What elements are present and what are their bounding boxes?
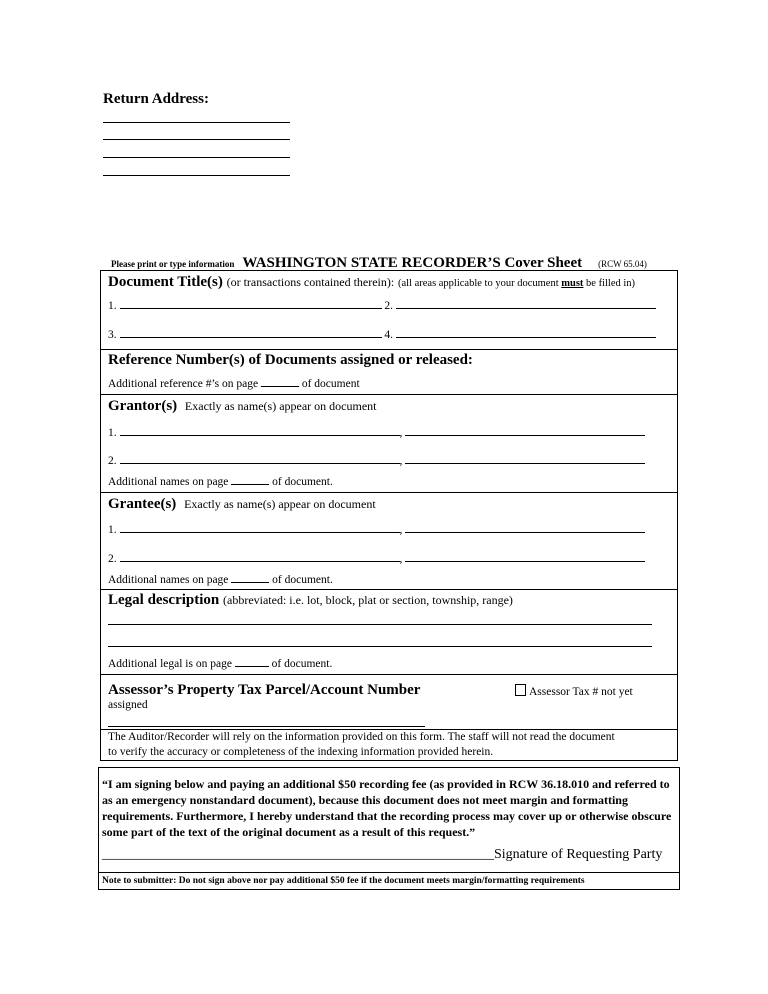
grantor-2-last-field[interactable] [120, 453, 400, 464]
document-title-1-field[interactable] [120, 298, 382, 309]
grantor-1-first-field[interactable] [405, 425, 645, 436]
document-title-row-2: 3. 4. [108, 327, 656, 341]
assessor-not-assigned-checkbox[interactable] [515, 684, 526, 696]
submitter-note: Note to submitter: Do not sign above nor pay additional $50 fee if the document meets margin/formatting requirements [102, 876, 585, 886]
document-title-4-field[interactable] [396, 327, 656, 338]
grantor-1-last-field[interactable] [120, 425, 400, 436]
assessor-section [101, 675, 677, 730]
document-title-3-field[interactable] [120, 327, 382, 338]
grantor-heading: Grantor(s) Exactly as name(s) appear on document [108, 398, 377, 414]
signature-label: Signature of Requesting Party [494, 847, 663, 862]
reference-heading: Reference Number(s) of Documents assigned or released: [108, 352, 473, 368]
grantee-row-2: 2. , [108, 551, 645, 565]
grantor-row-1: 1. , [108, 425, 645, 439]
return-address-title: Return Address: [103, 91, 209, 107]
assessor-parcel-field[interactable] [108, 726, 425, 727]
submitter-note-row [99, 872, 679, 889]
grantee-heading: Grantee(s) Exactly as name(s) appear on document [108, 496, 376, 512]
grantee-section [101, 493, 677, 590]
document-title-row-1: 1. 2. [108, 298, 656, 312]
grantee-page-field[interactable] [231, 572, 269, 583]
nonstandard-request-box [98, 767, 680, 890]
signature-line[interactable]: ________________________________________________________ [102, 847, 494, 862]
auditor-notice-line-1: The Auditor/Recorder will rely on the information provided on this form. The staff will not read the document [108, 731, 615, 743]
grantor-row-2: 2. , [108, 453, 645, 467]
legal-description-line-2[interactable] [108, 646, 652, 647]
grantee-additional: Additional names on page of document. [108, 574, 333, 586]
assessor-heading: Assessor’s Property Tax Parcel/Account Number [108, 682, 421, 698]
assessor-assigned-text: assigned [108, 699, 148, 711]
reference-page-field[interactable] [261, 376, 299, 387]
document-titles-heading: Document Title(s) (or transactions contained therein): (all areas applicable to your document must be filled in) [108, 274, 636, 290]
cover-sheet-form [100, 270, 678, 761]
return-address-line-2[interactable] [103, 139, 290, 140]
return-address-line-1[interactable] [103, 122, 290, 123]
document-titles-section [101, 271, 677, 350]
auditor-notice-section [101, 730, 677, 761]
grantor-page-field[interactable] [231, 474, 269, 485]
reference-additional: Additional reference #’s on page of document [108, 378, 360, 390]
grantee-2-last-field[interactable] [120, 551, 400, 562]
grantor-additional: Additional names on page of document. [108, 476, 333, 488]
legal-description-heading: Legal description (abbreviated: i.e. lot, block, plat or section, township, range) [108, 592, 513, 608]
assessor-not-assigned: Assessor Tax # not yet [515, 684, 633, 698]
auditor-notice-line-2: to verify the accuracy or completeness of the indexing information provided herein. [108, 746, 494, 758]
legal-additional: Additional legal is on page of document. [108, 658, 333, 670]
grantee-row-1: 1. , [108, 522, 645, 536]
legal-description-line-1[interactable] [108, 624, 652, 625]
header-rcw: (RCW 65.04) [598, 259, 647, 269]
grantee-1-last-field[interactable] [120, 522, 400, 533]
nonstandard-request-statement: “I am signing below and paying an additional $50 recording fee (as provided in RCW 36.18.010 and referred to as an emergency nonstandard document), because this document does not meet margin and formatting requirements. Furthermore, I hereby understand that the recording process may cover up or otherwise obscure some part of the text of the original document as a result of this request.” [102, 777, 672, 839]
return-address-line-4[interactable] [103, 175, 290, 176]
legal-page-field[interactable] [235, 656, 269, 667]
grantee-1-first-field[interactable] [405, 522, 645, 533]
header-title: WASHINGTON STATE RECORDER’S Cover Sheet [242, 255, 583, 271]
header-instruction: Please print or type information [111, 259, 235, 269]
grantor-2-first-field[interactable] [405, 453, 645, 464]
grantor-section [101, 395, 677, 493]
grantee-2-first-field[interactable] [405, 551, 645, 562]
legal-description-section [101, 590, 677, 675]
return-address-line-3[interactable] [103, 157, 290, 158]
reference-section [101, 350, 677, 395]
document-title-2-field[interactable] [396, 298, 656, 309]
signature-row [102, 847, 662, 863]
